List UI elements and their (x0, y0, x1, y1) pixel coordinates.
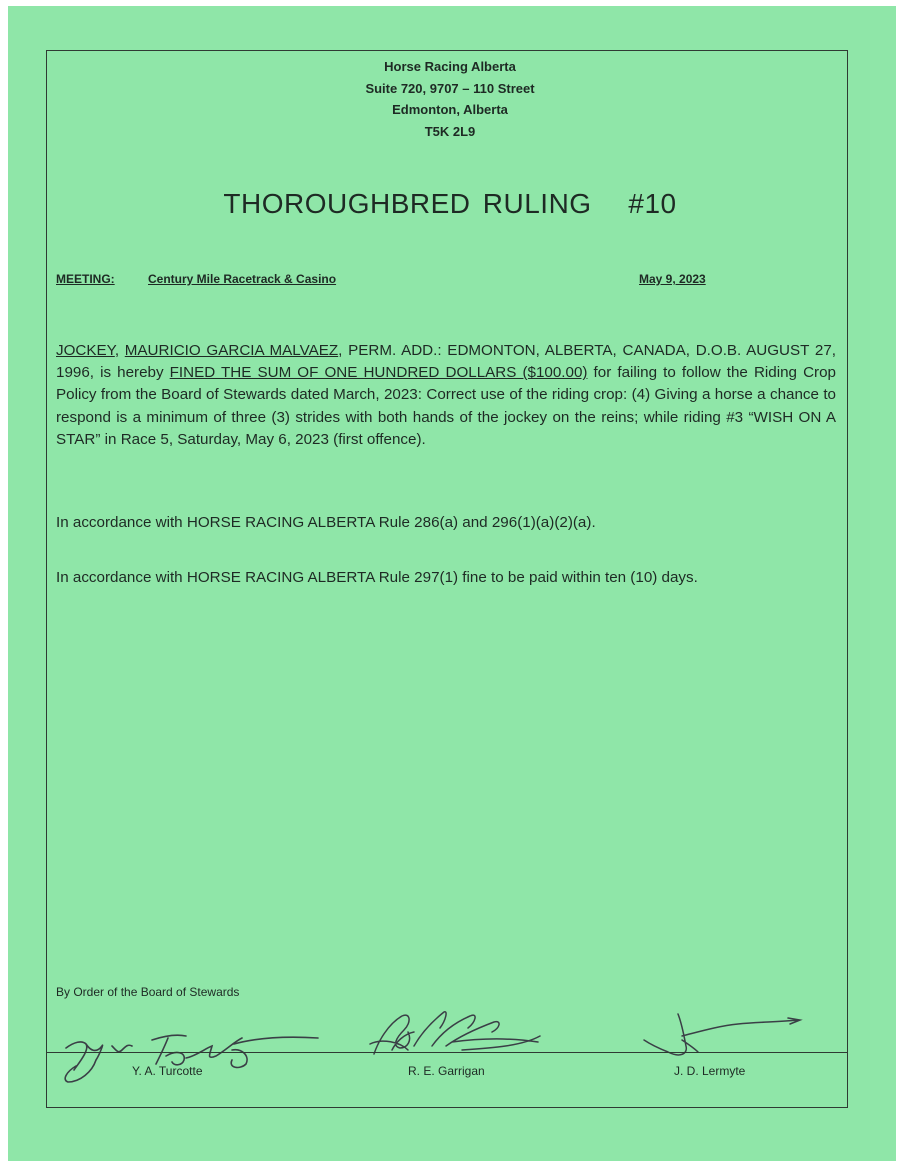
ruling-role: JOCKEY (56, 342, 115, 359)
signature-line (46, 1052, 848, 1053)
ruling-paragraph (56, 340, 836, 451)
ruling-reason: for failing to follow the Riding Crop Policy from the Board of Stewards dated March, 2023: Correct use of the riding crop: (4) Giving a horse a chance to respond is a minimum of three (3) strides with both hands of the jockey on the reins; while riding #3 “WISH ON A STAR” in Race 5, Saturday, May 6, 2023 (first offence). (56, 364, 836, 448)
meeting-date: May 9, 2023 (639, 272, 706, 286)
steward-name-garrigan: R. E. Garrigan (408, 1064, 485, 1078)
jockey-name: MAURICIO GARCIA MALVAEZ (124, 342, 339, 359)
organization-name: Horse Racing Alberta (384, 59, 516, 74)
accordance-rule-297: In accordance with HORSE RACING ALBERTA Rule 297(1) fine to be paid within ten (10) days. (56, 569, 698, 586)
letterhead-address (0, 56, 900, 142)
ruling-separator: , (114, 342, 125, 359)
steward-name-lermyte: J. D. Lermyte (674, 1064, 746, 1078)
ruling-title-text: THOROUGHBRED RULING #10 (223, 188, 677, 219)
fine-amount: FINED THE SUM OF ONE HUNDRED DOLLARS ($100.00) (169, 364, 588, 382)
address-line-1: Suite 720, 9707 – 110 Street (365, 80, 535, 96)
meeting-label: MEETING: (56, 272, 115, 286)
steward-name-turcotte: Y. A. Turcotte (132, 1064, 203, 1078)
ruling-details: , PERM. ADD.: EDMONTON, ALBERTA, CANADA, D.O.B. AUGUST 27, 1996, is hereby (56, 342, 836, 382)
signature-turcotte (56, 1020, 326, 1090)
board-order-text: By Order of the Board of Stewards (56, 985, 240, 999)
meeting-venue: Century Mile Racetrack & Casino (148, 272, 337, 286)
signature-garrigan (352, 1002, 552, 1072)
address-line-2: Edmonton, Alberta (392, 102, 508, 117)
ruling-title (0, 188, 900, 220)
accordance-rule-286: In accordance with HORSE RACING ALBERTA Rule 286(a) and 296(1)(a)(2)(a). (56, 514, 596, 531)
signature-lermyte (638, 1010, 808, 1066)
postal-code: T5K 2L9 (424, 123, 476, 139)
